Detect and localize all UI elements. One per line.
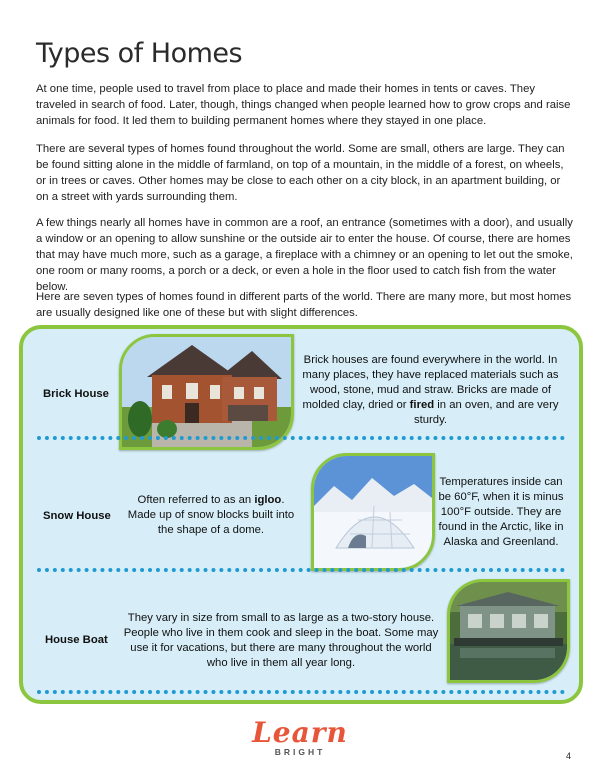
intro-paragraph-3: A few things nearly all homes have in common are a roof, an entrance (sometimes with a door), and usually a window or an opening to allow sunshine or the outside air to enter the house. Of course, there are homes that may have much more, such as a garage, a fireplace with a chimney or an opening to let out the smoke, one room or many rooms, a porch or a deck, or even a hole in the floor used to catch fish from the water below.	[36, 217, 573, 293]
house-boat-description: They vary in size from small to as large as a two-story house. People who live in them cook and sleep in the boat. Some may use it for vacations, but there are many throughout the world who live in them all year long.	[123, 612, 439, 669]
intro-paragraph-1: At one time, people used to travel from place to place and made their homes in tents or caves. They traveled in search of food. Later, though, things changed when people learned how to grow crops and raise animals for food. It led them to building permanent homes where they stayed in one place.	[36, 83, 571, 127]
intro-paragraph-4: Here are seven types of homes found in different parts of the world. There are many more, but most homes are usually designed like one of these but with slight differences.	[36, 291, 572, 319]
page-number: 4	[566, 751, 572, 761]
snow-house-description: Often referred to as an igloo. Made up of snow blocks built into the shape of a dome.	[127, 494, 295, 536]
row-divider-2	[37, 568, 565, 572]
brick-house-description: Brick houses are found everywhere in the world. In many places, they have replaced materials such as wood, stone, mud and straw. Bricks are made of molded clay, dried or fired in an oven, and are very sturdy.	[302, 354, 559, 426]
snow-house-label: Snow House	[43, 510, 111, 522]
house-boat-photo	[447, 579, 570, 683]
house-boat-label: House Boat	[45, 634, 108, 646]
logo-subtitle: BRIGHT	[274, 747, 326, 757]
brick-house-label: Brick House	[43, 388, 109, 400]
brick-house-photo	[119, 334, 294, 450]
row-divider-1	[37, 436, 565, 440]
logo-word: Learn	[252, 716, 348, 749]
intro-paragraph-2: There are several types of homes found throughout the world. Some are small, others are large. They can be found sitting alone in the middle of farmland, on top of a mountain, in the middle of a forest, on wheels, or in trees or caves. Other homes may be close to each other on a city block, in an apartment building, or on a street with yards surrounding them.	[36, 143, 565, 203]
home-types-panel	[19, 325, 583, 704]
snow-house-photo	[311, 453, 435, 571]
fired-term: fired	[409, 399, 435, 411]
row-divider-3	[37, 690, 565, 694]
snow-house-side-text: Temperatures inside can be 60°F, when it is minus 100°F outside. They are found in the Arctic, like in Alaska and Greenland.	[438, 476, 564, 548]
page-title: Types of Homes	[36, 38, 243, 69]
learn-bright-logo	[250, 718, 350, 757]
igloo-term: igloo	[254, 494, 282, 506]
